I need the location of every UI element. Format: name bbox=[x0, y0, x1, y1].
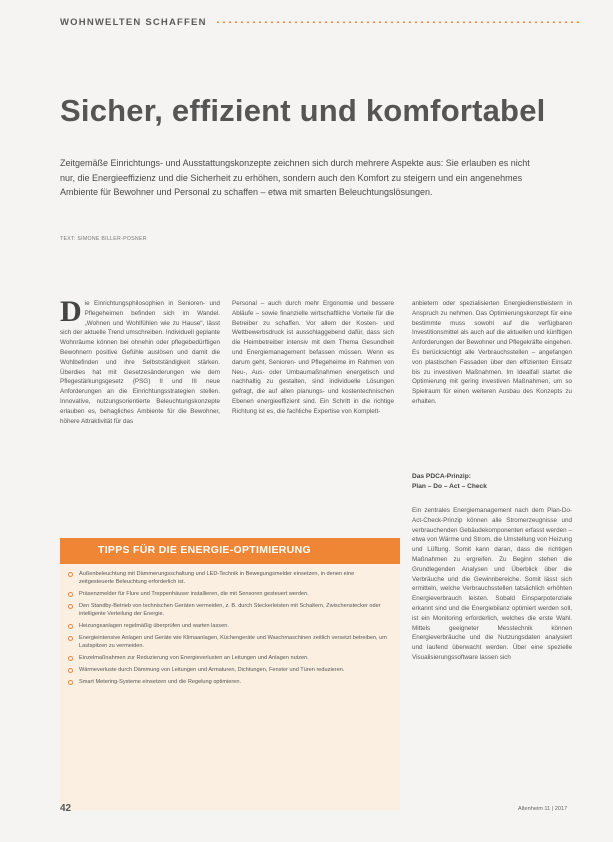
bullet-icon bbox=[68, 604, 73, 609]
page-number: 42 bbox=[60, 803, 72, 814]
section-label: WOHNWELTEN SCHAFFEN bbox=[60, 16, 207, 28]
article-intro: Zeitgemäße Einrichtungs- und Ausstattungskonzepte zeichnen sich durch mehrere Aspekte aus: Sie erlauben es nicht nur, die Energieeffizienz und die Sicherheit zu erhöhen, sondern auch den Komfort zu steigern und ein angenehmes Ambiente für Bewohner und Personal zu schaffen – etwa mit smarten Beleuchtungslösungen. bbox=[60, 158, 530, 197]
bullet-icon bbox=[68, 592, 73, 597]
list-item: Smart Metering-Systeme einsetzen und die Regelung optimieren. bbox=[68, 678, 390, 686]
tips-box bbox=[60, 538, 400, 810]
body-column-3: anbietern oder spezialisierten Energiedienstleistern in Anspruch zu nehmen. Das Optimierungskonzept für eine bestimmte muss sowohl auf die verfügbaren Investitionsmittel als auch auf die aktuellen und künftigen Anforderungen der Bewohner und Pflegekräfte eingehen. Es berücksichtigt alle Verbrauchsstellen – angefangen von plastischen Fassaden über den effizienten Einsatz bis zu investiven Maßnahmen. Im Idealfall startet die Optimierung mit gering investiven Maßnahmen, um so Spielraum für einen weiteren Ausbau des Konzepts zu erhalten. bbox=[412, 300, 572, 405]
dotted-rule bbox=[215, 21, 580, 23]
subheading-line-1: Das PDCA-Prinzip: bbox=[412, 473, 471, 480]
bullet-icon bbox=[68, 636, 73, 641]
tips-list bbox=[68, 570, 390, 690]
byline: TEXT: SIMONE BILLER-POSNER bbox=[60, 236, 147, 242]
body-text-1: ie Einrichtungsphilosophien in Senioren- und Pflegeheimen befinden sich im Wandel. „Wohnen und Wohlfühlen wie zu Hause“, lässt sich der aktuelle Trend umschreiben. Individuell geplante Wohnräume können bei ohnehin oder pflegebedürftigen Bewohnern positive Gefühle auslösen und damit die Wohlbefinden und ihre Selbstständigkeit stärken. Überdies hat mit Gesetzesänderungen wie dem Pflegestärkungsgesetz (PSG) II und III neue Anforderungen an die Einrichtungsstrategien stellen. Innovative, nutzungsorientierte Beleuchtungskonzepte erlauben es, behagliches Ambiente für die Bewohner, höhere Attraktivität für das bbox=[60, 300, 220, 425]
tips-title-bar bbox=[60, 538, 400, 564]
bullet-icon bbox=[68, 680, 73, 685]
subheading-line-2: Plan – Do – Act – Check bbox=[412, 483, 487, 490]
bullet-icon bbox=[68, 572, 73, 577]
tips-title: TIPPS FÜR DIE ENERGIE-OPTIMIERUNG bbox=[98, 544, 311, 556]
bullet-icon bbox=[68, 668, 73, 673]
body-column-3-continued: Ein zentrales Energiemanagement nach dem Plan-Do-Act-Check-Prinzip können alle Stromerzeugnisse und verbrauchenden Gebäudekomponenten erfasst werden – etwa von Wärme und Strom, die Umstellung von Heizung und Lüftung. Somit kann daran, dass die richtigen Maßnahmen zu ergreifen. Zu Beginn stehen die Grundlegenden Analysen und Überblick über die Verbräuche und die Gewinnbereiche. Somit lässt sich ermitteln, welche Verbrauchsstellen tatsächlich erhöhten Energieverbrauch leisten. Sobald Einsparpotenziale erkannt sind und die Energiebilanz optimiert werden soll, ist ein Monitoring erforderlich, welches die erste Wahl. Mittels geeigneter Messtechnik können Energieverbräuche und die Nutzungsdaten analysiert und laufend überwacht werden. Über eine spezielle Visualisierungssoftware lassen sich bbox=[412, 507, 572, 661]
body-column-2: Personal – auch durch mehr Ergonomie und bessere Abläufe – sowie finanzielle wirtschaftliche Vorteile für die Betreiber zu schaffen. Vor allem der Kosten- und Wettbewerbsdruck ist ausschlaggebend dafür, dass sich die Heimbetreiber intensiv mit dem Thema Gesundheit und Energiemanagement befassen müssen. Wenn es darum geht, Senioren- und Pflegeheime im Rahmen von Neu-, Aus- oder Umbaumaßnahmen energetisch und nachhaltig zu gestalten, sind individuelle Lösungen gefragt, die auf allen planungs- und kostentechnischen Ebenen energieeffizient sind. Ein Schritt in die richtige Richtung ist es, die fachliche Expertise von Komplett- bbox=[232, 300, 394, 415]
bullet-icon bbox=[68, 624, 73, 629]
list-item: Heizungsanlagen regelmäßig überprüfen und warten lassen. bbox=[68, 622, 390, 630]
article-title: Sicher, effizient und komfortabel bbox=[60, 93, 546, 128]
list-item: Außenbeleuchtung mit Dämmerungsschaltung und LED-Technik in Bewegungsmelder einsetzen, in denen eine zeitgesteuerte Beleuchtung erforderlich ist. bbox=[68, 570, 390, 586]
drop-cap: D bbox=[60, 299, 82, 328]
subheading bbox=[412, 472, 572, 492]
list-item: Einzelmaßnahmen zur Reduzierung von Energieverlusten an Leitungen und Anlagen nutzen. bbox=[68, 654, 390, 662]
issue-info: Altenheim 11 | 2017 bbox=[518, 806, 568, 812]
list-item: Wärmeverluste durch Dämmung von Leitungen und Armaturen, Dichtungen, Fenster und Türen reduzieren. bbox=[68, 666, 390, 674]
body-column-1 bbox=[60, 299, 220, 494]
list-item: Den Standby-Betrieb von technischen Geräten vermeiden, z. B. durch Steckerleisten mit Schaltern, Zwischenstecker oder intelligente Verteilung der Energie. bbox=[68, 602, 390, 618]
bullet-icon bbox=[68, 656, 73, 661]
list-item: Energieintensive Anlagen und Geräte wie Klimaanlagen, Küchengeräte und Waschmaschinen zeitlich versetzt betreiben, um Lastspitzen zu vermeiden. bbox=[68, 634, 390, 650]
list-item: Präsenzmelder für Flure und Treppenhäuser installieren, die mit Sensoren gesteuert werden. bbox=[68, 590, 390, 598]
section-header bbox=[60, 14, 580, 30]
